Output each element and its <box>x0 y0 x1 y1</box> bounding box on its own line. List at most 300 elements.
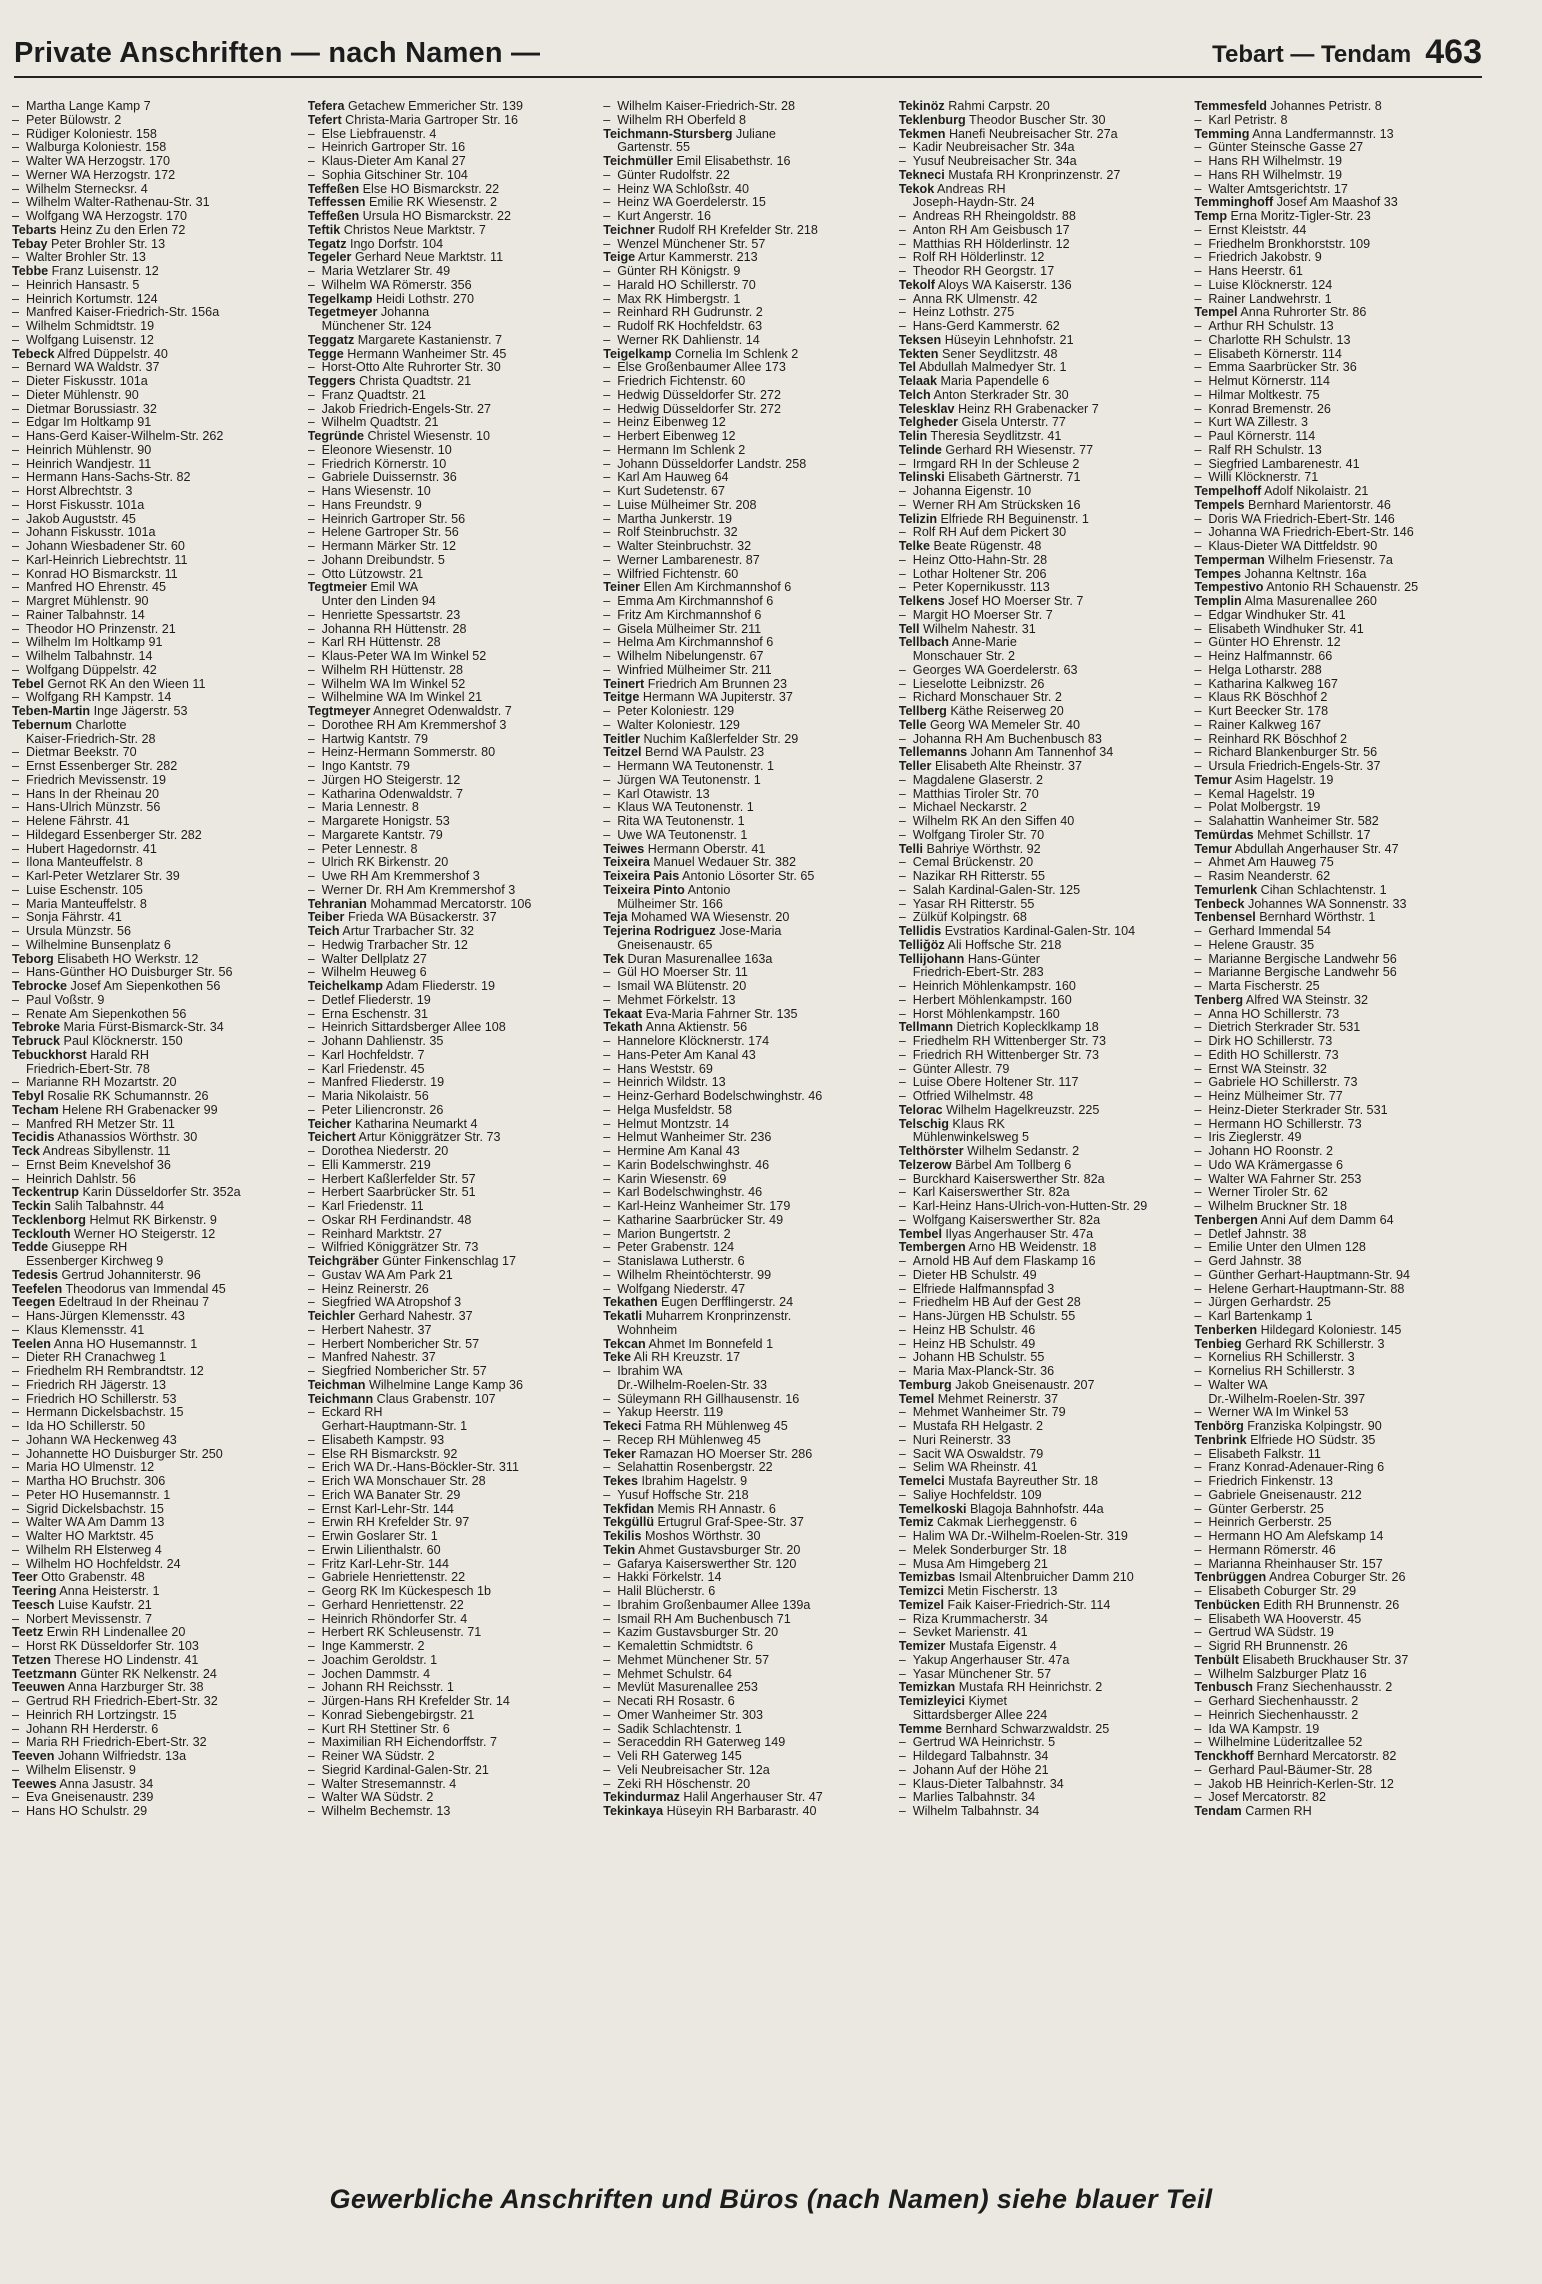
surname: Teiber <box>307 911 345 925</box>
entry-text: Karl-Heinz Wanheimer Str. 179 <box>617 1200 791 1213</box>
surname: Teksen <box>898 333 942 347</box>
entry-text: Helma Am Kirchmannshof 6 <box>617 636 774 650</box>
entry-text: Werner WA Herzogstr. 172 <box>26 168 176 182</box>
entry-text: Getachew Emmericher Str. 139 <box>344 100 523 113</box>
directory-entry <box>308 1530 596 1544</box>
directory-entry <box>603 1131 891 1145</box>
directory-entry <box>12 1805 300 1819</box>
directory-entry <box>603 1035 891 1049</box>
directory-entry <box>308 1778 596 1792</box>
surname: Telli <box>898 842 924 856</box>
directory-entry <box>1194 1131 1482 1145</box>
entry-text: Wilhelm Im Holtkamp 91 <box>26 636 163 650</box>
directory-entry <box>603 650 891 664</box>
directory-entry <box>1194 1406 1482 1420</box>
entry-text: Siegfried Nombericher Str. 57 <box>321 1365 487 1378</box>
entry-text: Horst RK Düsseldorfer Str. 103 <box>26 1640 199 1653</box>
entry-text: Matthias RH Hölderlinstr. 12 <box>912 237 1070 251</box>
entry-text: Peter Bülowstr. 2 <box>26 113 122 127</box>
directory-entry <box>308 1310 596 1324</box>
directory-entry <box>603 1791 891 1805</box>
directory-entry <box>12 251 300 265</box>
directory-entry <box>308 939 596 953</box>
directory-entry <box>603 224 891 238</box>
entry-text: Josef HO Moerser Str. 7 <box>944 595 1084 608</box>
directory-entry <box>1194 416 1482 430</box>
directory-entry <box>12 1654 300 1668</box>
entry-text: Gertrud WA Heinrichstr. 5 <box>912 1736 1056 1750</box>
directory-entry <box>603 1283 891 1297</box>
entry-text: Otfried Wilhelmstr. 48 <box>912 1090 1034 1103</box>
directory-entry <box>603 1626 891 1640</box>
directory-entry <box>603 636 891 650</box>
entry-text: Anton Sterkrader Str. 30 <box>930 388 1069 402</box>
directory-entry <box>12 1723 300 1737</box>
directory-entry <box>899 128 1187 142</box>
entry-text: Abdullah Malmedyer Str. 1 <box>916 361 1067 375</box>
surname: Teinert <box>603 677 645 691</box>
entry-text: Mehmet Schillstr. 17 <box>1253 828 1371 842</box>
entry-text: Norbert Mevissenstr. 7 <box>26 1612 152 1626</box>
directory-entry <box>899 650 1187 664</box>
directory-entry <box>603 1723 891 1737</box>
entry-text: Wohnheim <box>617 1323 678 1337</box>
entry-text: Wilhelm Schmidtstr. 19 <box>26 320 155 333</box>
entry-text: Rita WA Teutonenstr. 1 <box>617 815 745 828</box>
entry-text: Zeki RH Höschenstr. 20 <box>617 1777 751 1791</box>
entry-text: Dr.-Wilhelm-Roelen-Str. 397 <box>1208 1392 1366 1406</box>
entry-text: Dieter Fiskusstr. 101a <box>26 375 148 388</box>
directory-entry <box>899 746 1187 760</box>
directory-entry <box>899 1049 1187 1063</box>
directory-entry <box>308 925 596 939</box>
directory-entry <box>308 650 596 664</box>
entry-text: Friedrich RH Jägerstr. 13 <box>26 1378 166 1392</box>
surname: Teer <box>12 1571 38 1585</box>
surname: Tenberken <box>1194 1323 1258 1337</box>
directory-entry <box>12 1186 300 1200</box>
directory-entry <box>899 581 1187 595</box>
directory-entry <box>899 183 1187 197</box>
entry-text: Emil Elisabethstr. 16 <box>672 155 791 168</box>
surname: Tekfidan <box>603 1502 655 1516</box>
entry-text: Wilhelm Bruckner Str. 18 <box>1208 1200 1347 1213</box>
surname: Teitzel <box>603 746 642 760</box>
entry-text: Wilhelmine Lüderitzallee 52 <box>1208 1736 1363 1750</box>
entry-text: Helga Lotharstr. 288 <box>1208 663 1322 677</box>
entry-text: Melek Sonderburger Str. 18 <box>912 1543 1067 1557</box>
directory-entry <box>899 1310 1187 1324</box>
directory-entry <box>308 1214 596 1228</box>
entry-text: Fatma RH Mühlenweg 45 <box>641 1420 788 1433</box>
surname: Telorac <box>898 1103 943 1117</box>
entry-text: Elisabeth Alte Rheinstr. 37 <box>931 760 1082 773</box>
entry-text: Marlies Talbahnstr. 34 <box>912 1791 1036 1805</box>
directory-entry <box>603 1338 891 1352</box>
entry-text: Hildegard Koloniestr. 145 <box>1257 1323 1402 1337</box>
entry-text: Anni Auf dem Damm 64 <box>1257 1213 1394 1227</box>
surname: Temp <box>1194 210 1228 223</box>
directory-entry <box>12 114 300 128</box>
directory-entry <box>1194 1063 1482 1077</box>
directory-entry <box>603 238 891 252</box>
entry-text: Süleymann RH Gillhausenstr. 16 <box>617 1392 800 1406</box>
entry-text: Günter Finkenschlag 17 <box>378 1255 516 1268</box>
entry-text: Willi Klöcknerstr. 71 <box>1208 471 1319 485</box>
entry-text: Günter Allestr. 79 <box>912 1062 1010 1076</box>
directory-entry <box>899 870 1187 884</box>
entry-text: Maria Wetzlarer Str. 49 <box>321 265 451 278</box>
directory-entry <box>12 1571 300 1585</box>
surname: Teichmann-Stursberg <box>603 127 733 141</box>
entry-text: Hans Heerstr. 61 <box>1208 265 1303 278</box>
directory-entry <box>1194 1076 1482 1090</box>
entry-text: Werner Tiroler Str. 62 <box>1208 1186 1328 1200</box>
directory-entry <box>1194 1668 1482 1682</box>
surname: Temur <box>1194 773 1232 787</box>
directory-entry <box>308 1173 596 1187</box>
surname: Teefelen <box>12 1282 63 1296</box>
surname: Teller <box>898 760 932 773</box>
entry-text: Kiymet <box>965 1695 1008 1708</box>
entry-text: Mühlenwinkelsweg 5 <box>912 1131 1029 1145</box>
directory-entry <box>1194 1186 1482 1200</box>
entry-text: Nazikar RH Ritterstr. 55 <box>912 870 1046 883</box>
entry-text: Heinrich Gartroper Str. 56 <box>321 512 466 526</box>
directory-entry <box>308 375 596 389</box>
entry-text: Yusuf Neubreisacher Str. 34a <box>912 155 1077 168</box>
entry-text: Anna Heisterstr. 1 <box>56 1585 160 1598</box>
directory-entry <box>308 361 596 375</box>
directory-entry <box>899 540 1187 554</box>
entry-text: Arthur RH Schulstr. 13 <box>1208 320 1334 333</box>
directory-entry <box>603 265 891 279</box>
entry-text: Helene RH Grabenacker 99 <box>58 1103 218 1117</box>
directory-entry <box>308 348 596 362</box>
entry-text: Franziska Kolpingstr. 90 <box>1243 1420 1382 1433</box>
entry-text: Georges WA Goerdelerstr. 63 <box>912 663 1078 677</box>
entry-text: Sophia Gitschiner Str. 104 <box>321 168 468 182</box>
surname: Tenbeck <box>1194 897 1245 911</box>
directory-entry <box>899 1090 1187 1104</box>
directory-entry <box>308 1805 596 1819</box>
directory-entry <box>12 1764 300 1778</box>
directory-entry <box>308 1131 596 1145</box>
directory-entry <box>12 1736 300 1750</box>
surname: Tebrocke <box>12 980 68 993</box>
entry-text: Günter RH Königstr. 9 <box>617 265 741 278</box>
entry-text: Helmut RK Birkenstr. 9 <box>85 1213 217 1227</box>
entry-text: Walter WA Herzogstr. 170 <box>26 155 170 168</box>
directory-entry <box>1194 1008 1482 1022</box>
entry-text: Anne-Marie <box>948 636 1017 650</box>
entry-text: Uwe RH Am Kremmershof 3 <box>321 870 480 883</box>
footer-note: Gewerbliche Anschriften und Büros (nach Namen) siehe blauer Teil <box>329 2184 1213 2214</box>
directory-entry <box>1194 884 1482 898</box>
entry-text: Franz Siechenhausstr. 2 <box>1252 1681 1393 1695</box>
surname: Tekneci <box>898 168 945 182</box>
entry-text: Friedrich Körnerstr. 10 <box>321 457 447 471</box>
directory-entry <box>1194 1021 1482 1035</box>
directory-entry <box>1194 650 1482 664</box>
directory-entry <box>899 141 1187 155</box>
entry-text: Johann Dahlienstr. 35 <box>321 1035 444 1048</box>
entry-text: Charlotte <box>71 718 127 732</box>
directory-entry <box>899 1626 1187 1640</box>
directory-entry <box>899 114 1187 128</box>
entry-text: Seraceddin RH Gaterweg 149 <box>617 1736 786 1750</box>
entry-text: Gerd Jahnstr. 38 <box>1208 1255 1302 1268</box>
directory-entry <box>12 554 300 568</box>
entry-text: Margret Mühlenstr. 90 <box>26 595 149 608</box>
surname: Telke <box>898 540 931 553</box>
entry-text: Edgar Windhuker Str. 41 <box>1208 608 1346 622</box>
directory-entry <box>603 801 891 815</box>
directory-entry <box>12 1049 300 1063</box>
directory-entry <box>308 513 596 527</box>
directory-entry <box>603 815 891 829</box>
entry-text: Karl-Peter Wetzlarer Str. 39 <box>26 870 180 883</box>
entry-text: Karl Friedenstr. 45 <box>321 1062 425 1076</box>
entry-text: Johann HO Roonstr. 2 <box>1208 1145 1333 1158</box>
entry-text: Johannes WA Sonnenstr. 33 <box>1244 897 1407 911</box>
directory-entry <box>1194 1805 1482 1819</box>
directory-entry <box>12 1035 300 1049</box>
entry-text: Walburga Koloniestr. 158 <box>26 141 167 155</box>
directory-entry <box>308 1544 596 1558</box>
entry-text: Karin Düsseldorfer Str. 352a <box>78 1186 241 1200</box>
entry-text: Dietmar Beekstr. 70 <box>26 746 137 760</box>
directory-entry <box>603 1241 891 1255</box>
directory-entry <box>308 1269 596 1283</box>
directory-entry <box>1194 746 1482 760</box>
directory-entry <box>308 1324 596 1338</box>
directory-entry <box>899 1200 1187 1214</box>
entry-text: Anna Harzburger Str. 38 <box>64 1681 204 1695</box>
surname: Tefera <box>307 100 345 113</box>
directory-entry <box>12 361 300 375</box>
directory-entry <box>1194 1723 1482 1737</box>
entry-text: Günter HO Ehrenstr. 12 <box>1208 636 1341 650</box>
directory-entry <box>899 898 1187 912</box>
surname: Teixeira Pais <box>603 870 680 883</box>
directory-entry <box>308 1021 596 1035</box>
surname: Teichgräber <box>307 1255 379 1268</box>
entry-text: Gerhard RH Wiesenstr. 77 <box>941 443 1094 457</box>
directory-entry <box>308 636 596 650</box>
directory-entry <box>899 1778 1187 1792</box>
directory-entry <box>1194 334 1482 348</box>
entry-text: Luise Eschenstr. 105 <box>26 883 143 897</box>
directory-entry <box>308 1723 596 1737</box>
entry-text: Anna Jasustr. 34 <box>56 1777 154 1791</box>
entry-text: Antonio RH Schauenstr. 25 <box>1263 581 1419 595</box>
directory-entry <box>12 856 300 870</box>
directory-entry <box>603 884 891 898</box>
directory-entry <box>603 1434 891 1448</box>
entry-text: Gabriele Gneisenaustr. 212 <box>1208 1488 1362 1502</box>
entry-text: Henriette Spessartstr. 23 <box>321 608 461 622</box>
entry-text: Jürgen HO Steigerstr. 12 <box>321 773 461 787</box>
surname: Teitler <box>603 732 641 746</box>
directory-entry <box>1194 1709 1482 1723</box>
entry-text: Luise Klöcknerstr. 124 <box>1208 278 1333 292</box>
entry-text: Ida HO Schillerstr. 50 <box>26 1420 146 1433</box>
surname: Teffeßen <box>307 182 360 196</box>
directory-entry <box>308 1599 596 1613</box>
surname: Tebernum <box>12 718 72 732</box>
directory-entry <box>308 1420 596 1434</box>
directory-entry <box>603 1654 891 1668</box>
entry-text: Yasar Münchener Str. 57 <box>912 1667 1052 1681</box>
directory-entry <box>308 1585 596 1599</box>
entry-text: Ernst WA Steinstr. 32 <box>1208 1062 1327 1076</box>
directory-entry <box>1194 1558 1482 1572</box>
directory-entry <box>12 320 300 334</box>
entry-text: Heinz Zu den Erlen 72 <box>56 223 186 237</box>
entry-text: Adolf Nikolaistr. 21 <box>1261 485 1369 498</box>
directory-entry <box>603 334 891 348</box>
directory-entry <box>1194 1599 1482 1613</box>
entry-text: Johann RH Reichsstr. 1 <box>321 1681 454 1695</box>
surname: Temperman <box>1194 553 1265 567</box>
surname: Teige <box>603 251 636 265</box>
surname: Tekin <box>603 1543 636 1557</box>
entry-text: Wilhelm WA Im Winkel 52 <box>321 677 466 691</box>
directory-entry <box>308 141 596 155</box>
entry-text: Maria Fürst-Bismarck-Str. 34 <box>60 1021 224 1035</box>
entry-text: Therese HO Lindenstr. 41 <box>50 1653 199 1667</box>
directory-entry <box>308 238 596 252</box>
directory-entry <box>12 1448 300 1462</box>
entry-text: Herbert Nombericher Str. 57 <box>321 1337 480 1351</box>
directory-entry <box>12 128 300 142</box>
directory-entry <box>603 1750 891 1764</box>
directory-entry <box>12 334 300 348</box>
surname: Teben-Martin <box>12 705 91 718</box>
directory-entry <box>1194 1379 1482 1393</box>
entry-text: Selim WA Rheinstr. 41 <box>912 1461 1038 1475</box>
surname: Tekmen <box>898 127 946 141</box>
directory-entry <box>603 526 891 540</box>
entry-text: Hans-Peter Am Kanal 43 <box>617 1048 756 1062</box>
directory-entry <box>12 636 300 650</box>
entry-text: Bahriye Wörthstr. 92 <box>923 842 1041 856</box>
entry-text: Gertrud Johanniterstr. 96 <box>57 1268 201 1282</box>
entry-text: Hildegard Talbahnstr. 34 <box>912 1750 1049 1763</box>
surname: Tekath <box>603 1021 643 1035</box>
directory-entry <box>1194 609 1482 623</box>
directory-entry <box>1194 1736 1482 1750</box>
directory-entry <box>308 416 596 430</box>
directory-entry <box>899 1283 1187 1297</box>
entry-text: Theodor Buscher Str. 30 <box>965 113 1106 127</box>
entry-text: Hermine Am Kanal 43 <box>617 1145 740 1158</box>
directory-entry <box>1194 788 1482 802</box>
directory-entry <box>12 1159 300 1173</box>
entry-text: Theresia Seydlitzstr. 41 <box>927 430 1062 443</box>
surname: Tebel <box>12 677 44 691</box>
entry-text: Karl Am Hauweg 64 <box>617 471 729 485</box>
entry-text: Helmut Körnerstr. 114 <box>1208 375 1330 388</box>
entry-text: Hermann Hans-Sachs-Str. 82 <box>26 471 191 485</box>
entry-text: Hans Weststr. 69 <box>617 1062 713 1076</box>
directory-entry <box>603 128 891 142</box>
directory-entry <box>12 1214 300 1228</box>
surname: Temizci <box>898 1585 945 1598</box>
directory-entry <box>12 1338 300 1352</box>
entry-text: Sacit WA Oswaldstr. 79 <box>912 1447 1044 1461</box>
surname: Teigelkamp <box>603 347 672 361</box>
directory-entry <box>1194 196 1482 210</box>
directory-entry <box>12 1668 300 1682</box>
entry-text: Michael Neckarstr. 2 <box>912 801 1027 815</box>
entry-text: Polat Molbergstr. 19 <box>1208 801 1321 815</box>
entry-text: Fritz Am Kirchmannshof 6 <box>617 608 762 622</box>
entry-text: Selahattin Rosenbergstr. 22 <box>617 1461 773 1475</box>
directory-entry <box>12 843 300 857</box>
entry-text: Wilhelm Friesenstr. 7a <box>1264 553 1393 567</box>
directory-entry <box>603 1613 891 1627</box>
directory-entry <box>308 774 596 788</box>
entry-text: Wolfgang Kaiserswerther Str. 82a <box>912 1213 1101 1227</box>
directory-entry <box>603 664 891 678</box>
surname: Teichner <box>603 223 655 237</box>
directory-entry <box>899 306 1187 320</box>
directory-entry <box>1194 1475 1482 1489</box>
entry-text: Wolfgang Düppelstr. 42 <box>26 663 157 677</box>
directory-entry <box>899 169 1187 183</box>
entry-text: Athanassios Wörthstr. 30 <box>54 1131 198 1145</box>
entry-text: Karin Wiesenstr. 69 <box>617 1172 727 1186</box>
directory-entry <box>308 458 596 472</box>
directory-entry <box>899 1228 1187 1242</box>
entry-text: Gernot RK An den Wieen 11 <box>43 677 206 691</box>
entry-text: Marianna Rheinhauser Str. 157 <box>1208 1557 1383 1571</box>
entry-text: Heinz HB Schulstr. 46 <box>912 1323 1036 1337</box>
directory-entry <box>1194 251 1482 265</box>
entry-text: Mehmet Münchener Str. 57 <box>617 1653 770 1667</box>
entry-text: Ali Hoffsche Str. 218 <box>944 938 1062 952</box>
entry-text: Else Liebfrauenstr. 4 <box>321 127 437 141</box>
directory-entry <box>1194 458 1482 472</box>
entry-text: Wilhelm RH Elsterweg 4 <box>26 1543 162 1557</box>
surname: Temur <box>1194 842 1232 856</box>
surname: Teich <box>307 925 340 938</box>
directory-entry <box>308 623 596 637</box>
entry-text: Jakob HB Heinrich-Kerlen-Str. 12 <box>1208 1777 1394 1791</box>
entry-text: Walter Dellplatz 27 <box>321 952 427 966</box>
surname: Temel <box>898 1392 935 1406</box>
entry-text: Helene Gerhart-Hauptmann-Str. 88 <box>1208 1282 1405 1296</box>
directory-entry <box>308 210 596 224</box>
entry-text: Muharrem Kronprinzenstr. <box>642 1310 792 1323</box>
directory-entry <box>899 664 1187 678</box>
entry-text: Dorothee RH Am Kremmershof 3 <box>321 718 507 732</box>
directory-entry <box>308 1613 596 1627</box>
directory-entry <box>1194 815 1482 829</box>
entry-text: Erich WA Banater Str. 29 <box>321 1488 461 1502</box>
entry-text: Walter Steinbruchstr. 32 <box>617 540 752 553</box>
directory-entry <box>603 1228 891 1242</box>
directory-entry <box>899 953 1187 967</box>
surname: Tegtmeyer <box>307 705 371 718</box>
directory-entry <box>1194 1503 1482 1517</box>
directory-entry <box>12 1475 300 1489</box>
entry-text: Ralf RH Schulstr. 13 <box>1208 443 1322 457</box>
entry-text: Hans-Gerd Kaiser-Wilhelm-Str. 262 <box>26 430 224 443</box>
directory-entry <box>12 1530 300 1544</box>
